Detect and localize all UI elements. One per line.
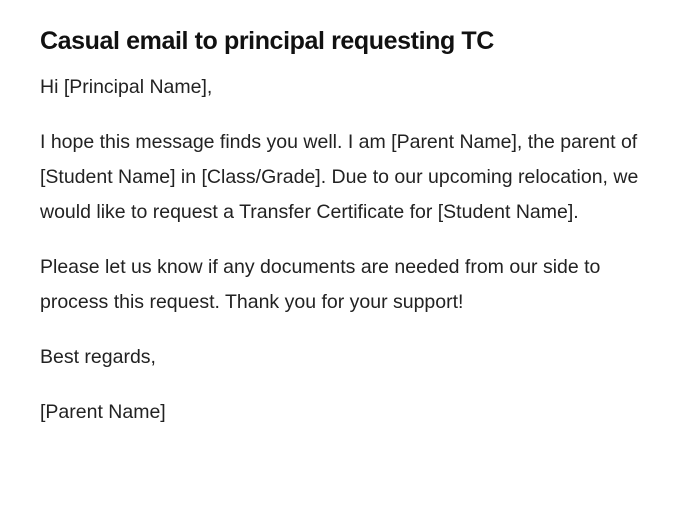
email-document <box>40 24 650 430</box>
email-body-paragraph-1: I hope this message finds you well. I am [Parent Name], the parent of [Student Name] in [Class/Grade]. Due to our upcoming relocation, we would like to request a Transfer Certificate for [Student Name]. <box>40 131 639 223</box>
email-closing: Best regards, <box>40 346 156 368</box>
email-greeting: Hi [Principal Name], <box>40 76 213 98</box>
email-signature: [Parent Name] <box>40 401 166 423</box>
email-body-paragraph-2: Please let us know if any documents are needed from our side to process this request. Thank you for your support! <box>40 256 601 313</box>
page-title: Casual email to principal requesting TC <box>40 27 494 55</box>
